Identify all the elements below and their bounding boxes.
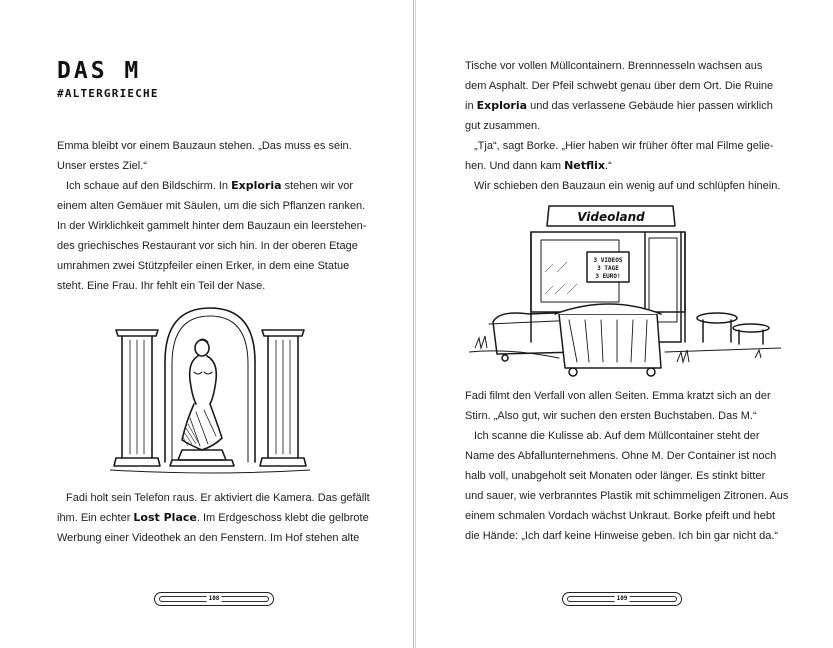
text-segment: stehen wir vor [281, 180, 354, 192]
right-page [415, 0, 833, 648]
text-segment: Emma bleibt vor einem Bauzaun stehen. „Das muss es sein. [57, 140, 352, 152]
statue-illustration [110, 300, 310, 482]
page-number: 108 [208, 595, 220, 602]
text-segment: umrahmen zwei Stützpfeiler einen Erker, in dem eine Statue [57, 260, 350, 272]
text-segment: die Hände: „Ich darf keine Hinweise geben. Ich bin gar nicht da.“ [465, 530, 779, 542]
text-line [57, 528, 370, 548]
text-line [57, 256, 366, 276]
text-line [465, 506, 788, 526]
text-line [57, 276, 366, 296]
page-number-bar [562, 592, 682, 606]
chapter-title: DAS M [57, 58, 142, 84]
text-segment: hen. Und dann kam [465, 160, 565, 172]
text-line [465, 76, 780, 96]
videoland-illustration [469, 202, 781, 380]
text-segment: . Im Erdgeschoss klebt die gelbrote [196, 512, 369, 524]
sign-text: Videoland [577, 210, 645, 224]
text-segment: und das verlassene Gebäude hier passen wirklich [527, 100, 773, 112]
text-segment: ihm. Ein echter [57, 512, 134, 524]
text-line [465, 426, 788, 446]
text-line [57, 508, 370, 528]
highlighted-term: Exploria [231, 179, 282, 192]
poster-line: 3 EURO! [595, 273, 621, 280]
page-number: 109 [616, 595, 628, 602]
text-segment: und sauer, wie verbranntes Plastik mit schimmeligen Zitronen. Aus [465, 490, 789, 502]
text-segment: „Tja“, sagt Borke. „Hier haben wir früher öfter mal Filme gelie- [474, 140, 774, 152]
text-segment: Tische vor vollen Müllcontainern. Brennnesseln wachsen aus [465, 60, 763, 72]
text-segment: des griechisches Restaurant vor sich hin. In der oberen Etage [57, 240, 358, 252]
text-segment: Name des Abfallunternehmens. Ohne M. Der Container ist noch [465, 450, 777, 462]
text-line [465, 466, 788, 486]
text-segment: Wir schieben den Bauzaun ein wenig auf und schlüpfen hinein. [474, 180, 781, 192]
text-segment: Werbung einer Videothek an den Fenstern. Im Hof stehen alte [57, 532, 360, 544]
highlighted-term: Lost Place [133, 511, 197, 524]
text-segment: Fadi holt sein Telefon raus. Er aktiviert die Kamera. Das gefällt [66, 492, 370, 504]
text-line [57, 236, 366, 256]
highlighted-term: Exploria [476, 99, 528, 112]
page-number-bar [154, 592, 274, 606]
text-line [465, 116, 780, 136]
text-line [57, 156, 366, 176]
text-segment: gut zusammen. [465, 120, 541, 132]
text-segment: In der Wirklichkeit gammelt hinter dem Bauzaun ein leerstehen- [57, 220, 367, 232]
paragraph-block [465, 386, 788, 546]
text-line [465, 526, 788, 546]
text-line [465, 486, 788, 506]
text-segment: steht. Eine Frau. Ihr fehlt ein Teil der Nase. [57, 280, 266, 292]
text-segment: einem schmalen Vordach wächst Unkraut. Borke pfeift und hebt [465, 510, 776, 522]
text-line [465, 136, 780, 156]
text-segment: einem alten Gemäuer mit Säulen, um die sich Pflanzen ranken. [57, 200, 366, 212]
text-line [57, 216, 366, 236]
left-page [0, 0, 414, 648]
poster-line: 3 TAGE [597, 265, 619, 272]
text-line [465, 446, 788, 466]
text-segment: Stirn. „Also gut, wir suchen den ersten Buchstaben. Das M.“ [465, 410, 757, 422]
text-segment: Unser erstes Ziel.“ [57, 160, 147, 172]
paragraph-block [465, 56, 780, 196]
text-line [57, 488, 370, 508]
text-line [465, 156, 780, 176]
text-segment: .“ [605, 160, 612, 172]
paragraph-block [57, 136, 366, 296]
text-line [465, 56, 780, 76]
chapter-hashtag: #ALTERGRIECHE [57, 87, 159, 100]
text-segment: in [465, 100, 477, 112]
text-segment: Ich scanne die Kulisse ab. Auf dem Müllcontainer steht der [474, 430, 760, 442]
text-segment: halb voll, unabgeholt seit Monaten oder länger. Es stinkt bitter [465, 470, 766, 482]
highlighted-term: Netflix [564, 159, 606, 172]
text-line [465, 386, 788, 406]
text-segment: Fadi filmt den Verfall von allen Seiten. Emma kratzt sich an der [465, 390, 771, 402]
text-line [57, 196, 366, 216]
text-line [465, 96, 780, 116]
text-segment: Ich schaue auf den Bildschirm. In [66, 180, 232, 192]
text-line [57, 136, 366, 156]
text-segment: dem Asphalt. Der Pfeil schwebt genau über dem Ort. Die Ruine [465, 80, 774, 92]
paragraph-block [57, 488, 370, 548]
text-line [465, 176, 780, 196]
text-line [465, 406, 788, 426]
poster-line: 3 VIDEOS [593, 257, 623, 264]
text-line [57, 176, 366, 196]
